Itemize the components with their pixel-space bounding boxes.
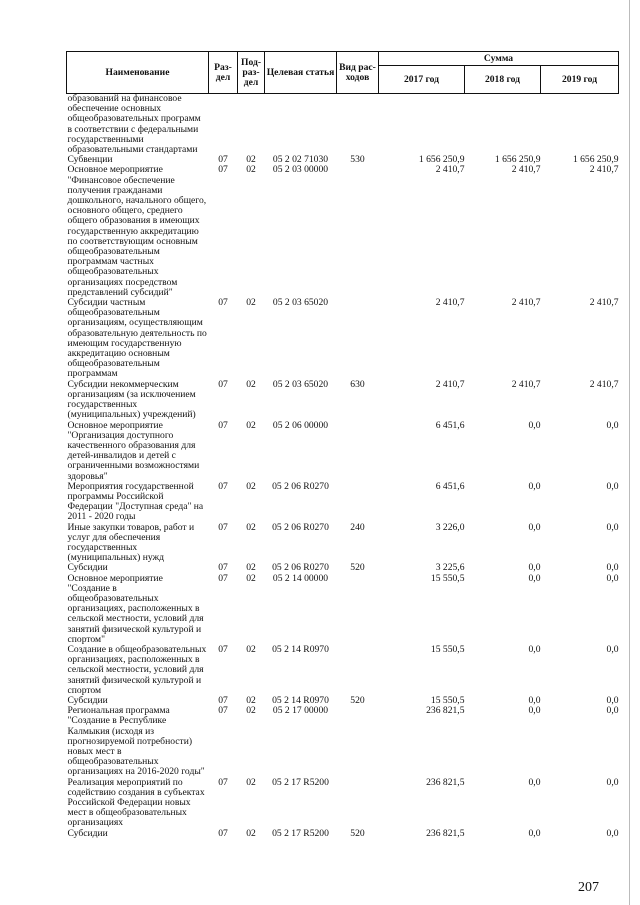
row-2019: 0,0	[606, 694, 619, 706]
header-target: Целевая статья	[265, 52, 337, 94]
row-2019	[541, 94, 619, 156]
row-2018	[465, 94, 541, 156]
row-section: 07	[218, 562, 228, 574]
row-name: Региональная программа "Создание в Республике Калмыкия (исходя из прогнозируемой потребности) новых мест в общеобразовательных организациях на 2016-2020 годы"	[67, 705, 205, 778]
row-2018: 0,0	[528, 643, 541, 655]
row-2017: 15 550,5	[430, 643, 465, 655]
row-name: Иные закупки товаров, работ и услуг для обеспечения государственных (муниципальных) нужд	[67, 521, 195, 564]
row-kind	[337, 482, 379, 523]
row-target: 05 2 02 71030	[272, 154, 329, 166]
table-row	[67, 298, 619, 380]
row-2017: 3 226,0	[435, 521, 465, 533]
row-target: 05 2 06 R0270	[272, 562, 329, 574]
row-2017: 2 410,7	[435, 378, 465, 390]
row-subsection: 02	[246, 154, 256, 166]
row-subsection	[238, 94, 265, 156]
row-2017: 2 410,7	[435, 164, 465, 176]
row-name: Основное мероприятие "Создание в общеобразовательных организациях, расположенных в сельской местности, условий для занятий физической культурой и спортом"	[67, 572, 204, 645]
row-2017: 236 821,5	[426, 705, 465, 717]
header-section: Раз- дел	[209, 52, 238, 94]
row-target: 05 2 06 00000	[272, 419, 329, 431]
row-kind	[337, 778, 379, 829]
row-kind: 530	[350, 154, 365, 166]
row-2017: 236 821,5	[426, 776, 465, 788]
row-section: 07	[218, 776, 228, 788]
row-name: Мероприятия государственной программы Российской Федерации "Доступная среда" на 2011 - 2020 годы	[67, 480, 204, 523]
row-2019: 2 410,7	[589, 378, 619, 390]
row-kind	[337, 94, 379, 156]
row-subsection: 02	[246, 521, 256, 533]
row-2019: 0,0	[606, 827, 619, 839]
row-kind	[337, 645, 379, 696]
table-row	[67, 706, 619, 777]
row-kind: 520	[350, 562, 365, 574]
row-name: Субсидии	[67, 694, 108, 706]
row-section: 07	[218, 480, 228, 492]
table-row	[67, 778, 619, 829]
row-section: 07	[218, 572, 228, 584]
row-name: Реализация мероприятий по содействию создания в субъектах Российской Федерации новых мест в общеобразовательных организациях	[67, 776, 205, 829]
row-target: 05 2 14 R0970	[272, 694, 329, 706]
row-subsection: 02	[246, 776, 256, 788]
row-kind	[337, 298, 379, 380]
row-2017: 3 225,6	[435, 562, 465, 574]
row-subsection: 02	[246, 572, 256, 584]
row-2017	[379, 94, 465, 156]
row-2018: 0,0	[528, 776, 541, 788]
row-subsection: 02	[246, 705, 256, 717]
table-row	[67, 482, 619, 523]
row-subsection: 02	[246, 694, 256, 706]
row-kind: 240	[350, 521, 365, 533]
page-edge-line	[629, 0, 630, 905]
row-2019: 0,0	[606, 480, 619, 492]
row-2018: 0,0	[528, 562, 541, 574]
row-section: 07	[218, 297, 228, 309]
row-target: 05 2 17 R5200	[272, 827, 329, 839]
header-subsection: Под- раз- дел	[238, 52, 265, 94]
row-target: 05 2 14 00000	[272, 572, 329, 584]
row-kind	[337, 421, 379, 482]
row-2018: 0,0	[528, 572, 541, 584]
table-row	[67, 165, 619, 298]
row-2019: 0,0	[606, 521, 619, 533]
row-target: 05 2 17 00000	[272, 705, 329, 717]
row-name: Субсидии частным общеобразовательным организациям, осуществляющим образовательную деятельность по имеющим государственную аккредитацию основным общеобразовательным программам	[67, 297, 207, 380]
row-2018: 2 410,7	[511, 378, 541, 390]
table-row	[67, 574, 619, 645]
row-2017: 1 656 250,9	[418, 154, 465, 166]
row-subsection: 02	[246, 562, 256, 574]
row-2019: 0,0	[606, 776, 619, 788]
row-2018: 0,0	[528, 419, 541, 431]
row-kind: 520	[350, 694, 365, 706]
row-kind	[337, 706, 379, 777]
row-2018: 0,0	[528, 827, 541, 839]
row-target	[265, 94, 337, 156]
row-section: 07	[218, 694, 228, 706]
row-subsection: 02	[246, 297, 256, 309]
row-subsection: 02	[246, 378, 256, 390]
row-section: 07	[218, 154, 228, 166]
budget-table	[66, 51, 619, 839]
row-target: 05 2 14 R0970	[272, 643, 329, 655]
table-row	[67, 94, 619, 156]
row-name: Основное мероприятие "Финансовое обеспечение получения гражданами дошкольного, начального общего, основного общего, среднего общего образования в имеющих государственную аккредитацию по соответствующим основным общеобразовательным программам частных общеобразовательных организациях посредством представлений субсидий"	[67, 164, 207, 298]
row-2017: 6 451,6	[435, 419, 465, 431]
row-2019: 0,0	[606, 705, 619, 717]
row-section: 07	[218, 378, 228, 390]
row-2018: 2 410,7	[511, 297, 541, 309]
row-section: 07	[218, 705, 228, 717]
row-name: Субсидии	[67, 827, 108, 839]
row-target: 05 2 03 00000	[272, 164, 329, 176]
row-section: 07	[218, 827, 228, 839]
row-name: Субсидии некоммерческим организациям (за исключением государственных (муниципальных) учреждений)	[67, 378, 196, 421]
row-subsection: 02	[246, 480, 256, 492]
row-section	[209, 94, 238, 156]
row-section: 07	[218, 164, 228, 176]
row-subsection: 02	[246, 419, 256, 431]
row-2019: 0,0	[606, 572, 619, 584]
row-name: Субвенции	[67, 154, 113, 166]
row-target: 05 2 17 R5200	[272, 776, 329, 788]
row-target: 05 2 06 R0270	[272, 480, 329, 492]
row-name: Субсидии	[67, 562, 108, 574]
row-kind	[337, 574, 379, 645]
table-row	[67, 421, 619, 482]
row-2019: 0,0	[606, 643, 619, 655]
row-name: Создание в общеобразовательных организациях, расположенных в сельской местности, условий для занятий физической культурой и спортом	[67, 643, 207, 696]
row-subsection: 02	[246, 643, 256, 655]
row-2019: 0,0	[606, 562, 619, 574]
row-target: 05 2 03 65020	[272, 378, 329, 390]
row-2018: 0,0	[528, 480, 541, 492]
row-2018: 0,0	[528, 705, 541, 717]
page-number: 207	[578, 880, 599, 895]
table-header	[67, 52, 619, 94]
row-kind	[337, 165, 379, 298]
table-row	[67, 380, 619, 421]
row-2017: 6 451,6	[435, 480, 465, 492]
row-2017: 236 821,5	[426, 827, 465, 839]
row-name: образований на финансовое обеспечение основных общеобразовательных программ в соответствии с федеральными государственными образовательными стандартами	[67, 93, 201, 156]
header-kind: Вид рас- ходов	[337, 52, 379, 94]
row-target: 05 2 03 65020	[272, 297, 329, 309]
row-2019: 2 410,7	[589, 297, 619, 309]
row-kind: 630	[350, 378, 365, 390]
row-2019: 2 410,7	[589, 164, 619, 176]
table-row	[67, 645, 619, 696]
row-subsection: 02	[246, 827, 256, 839]
row-section: 07	[218, 521, 228, 533]
row-2018: 2 410,7	[511, 164, 541, 176]
table-row	[67, 523, 619, 564]
header-2019: 2019 год	[541, 66, 619, 94]
table-body	[67, 94, 619, 839]
row-subsection: 02	[246, 164, 256, 176]
header-2017: 2017 год	[379, 66, 465, 94]
header-name: Наименование	[67, 52, 209, 94]
row-section: 07	[218, 419, 228, 431]
row-2017: 15 550,5	[430, 572, 465, 584]
header-2018: 2018 год	[465, 66, 541, 94]
row-2018: 1 656 250,9	[494, 154, 541, 166]
row-2019: 0,0	[606, 419, 619, 431]
row-2018: 0,0	[528, 521, 541, 533]
row-2017: 2 410,7	[435, 297, 465, 309]
row-kind: 520	[350, 827, 365, 839]
row-2018: 0,0	[528, 694, 541, 706]
header-sum: Сумма	[379, 52, 619, 66]
row-section: 07	[218, 643, 228, 655]
row-2019: 1 656 250,9	[572, 154, 619, 166]
table-row	[67, 829, 619, 839]
row-2017: 15 550,5	[430, 694, 465, 706]
row-target: 05 2 06 R0270	[272, 521, 329, 533]
row-name: Основное мероприятие "Организация доступного качественного образования для детей-инвалидов и детей с ограниченными возможностями здоровья"	[67, 419, 200, 482]
